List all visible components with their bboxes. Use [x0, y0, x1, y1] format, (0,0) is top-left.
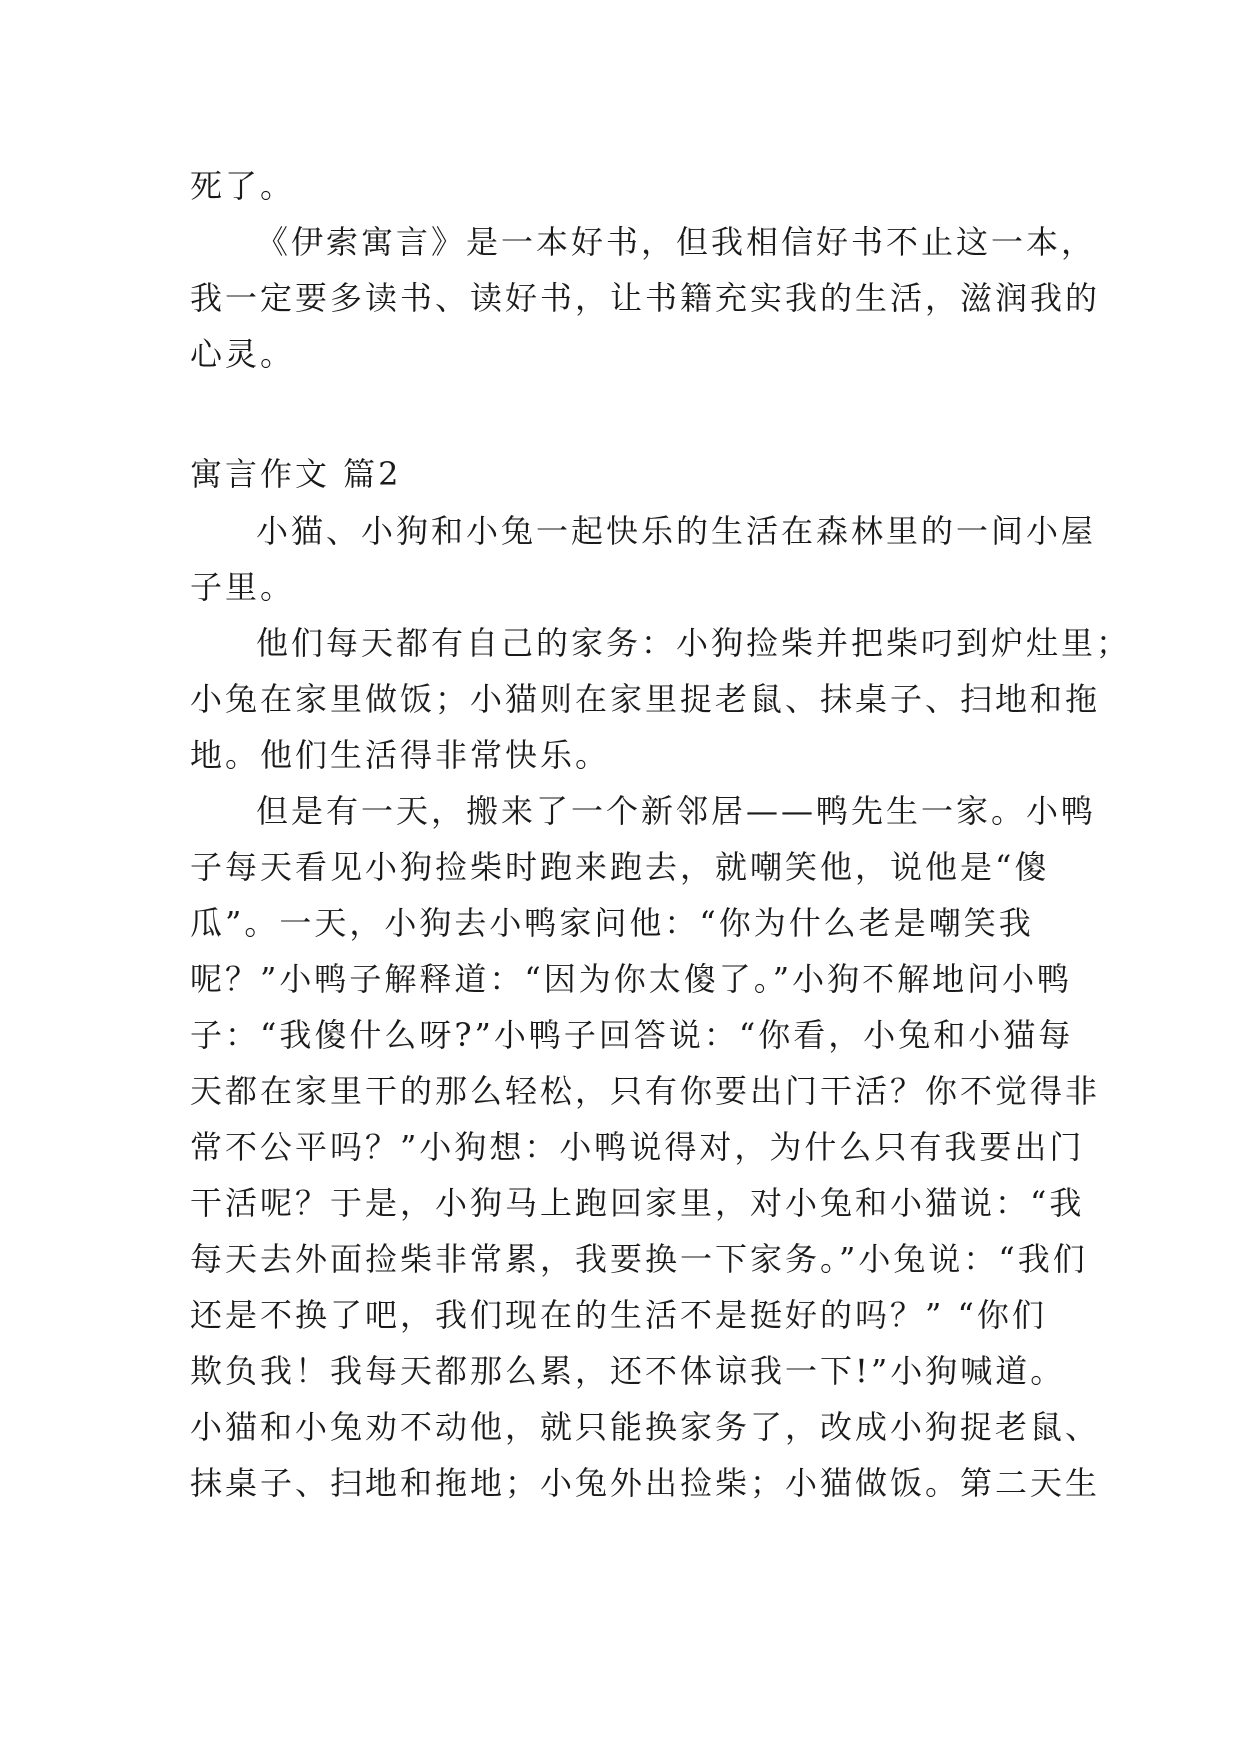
text-line: 抹桌子、扫地和拖地；小兔外出捡柴；小猫做饭。第二天生 — [190, 1464, 1101, 1502]
text-line: 呢？”小鸭子解释道：“因为你太傻了。”小狗不解地问小鸭 — [190, 960, 1073, 998]
text-line: 子：“我傻什么呀?”小鸭子回答说：“你看，小兔和小猫每 — [190, 1016, 1074, 1054]
text-line: 每天去外面捡柴非常累，我要换一下家务。”小兔说：“我们 — [190, 1240, 1088, 1278]
paragraph-start-line: 但是有一天，搬来了一个新邻居——鸭先生一家。小鸭 — [256, 792, 1097, 830]
text-line: 子每天看见小狗捡柴时跑来跑去，就嘲笑他，说他是“傻 — [190, 848, 1050, 886]
text-line: 还是不换了吧，我们现在的生活不是挺好的吗？” “你们 — [190, 1296, 1047, 1334]
text-line: 心灵。 — [190, 335, 296, 373]
paragraph-start-line: 他们每天都有自己的家务：小狗捡柴并把柴叼到炉灶里； — [256, 624, 1132, 662]
text-line: 欺负我！我每天都那么累，还不体谅我一下!”小狗喊道。 — [190, 1352, 1066, 1390]
text-line: 常不公平吗？”小狗想：小鸭说得对，为什么只有我要出门 — [190, 1128, 1085, 1166]
text-line: 子里。 — [190, 568, 296, 606]
text-line: 天都在家里干的那么轻松，只有你要出门干活？你不觉得非 — [190, 1072, 1101, 1110]
paragraph-start-line: 小猫、小狗和小兔一起快乐的生活在森林里的一间小屋 — [256, 512, 1097, 550]
text-line: 地。他们生活得非常快乐。 — [190, 736, 611, 774]
text-line: 小猫和小兔劝不动他，就只能换家务了，改成小狗捉老鼠、 — [190, 1408, 1101, 1446]
text-line: 瓜”。一天，小狗去小鸭家问他：“你为什么老是嘲笑我 — [190, 904, 1034, 942]
section-heading: 寓言作文 篇2 — [190, 455, 402, 493]
text-line: 死了。 — [190, 167, 296, 205]
text-line: 我一定要多读书、读好书，让书籍充实我的生活，滋润我的 — [190, 279, 1101, 317]
paragraph-start-line: 《伊索寓言》是一本好书，但我相信好书不止这一本， — [256, 223, 1097, 261]
text-line: 干活呢？于是，小狗马上跑回家里，对小兔和小猫说：“我 — [190, 1184, 1085, 1222]
text-line: 小兔在家里做饭；小猫则在家里捉老鼠、抹桌子、扫地和拖 — [190, 680, 1101, 718]
